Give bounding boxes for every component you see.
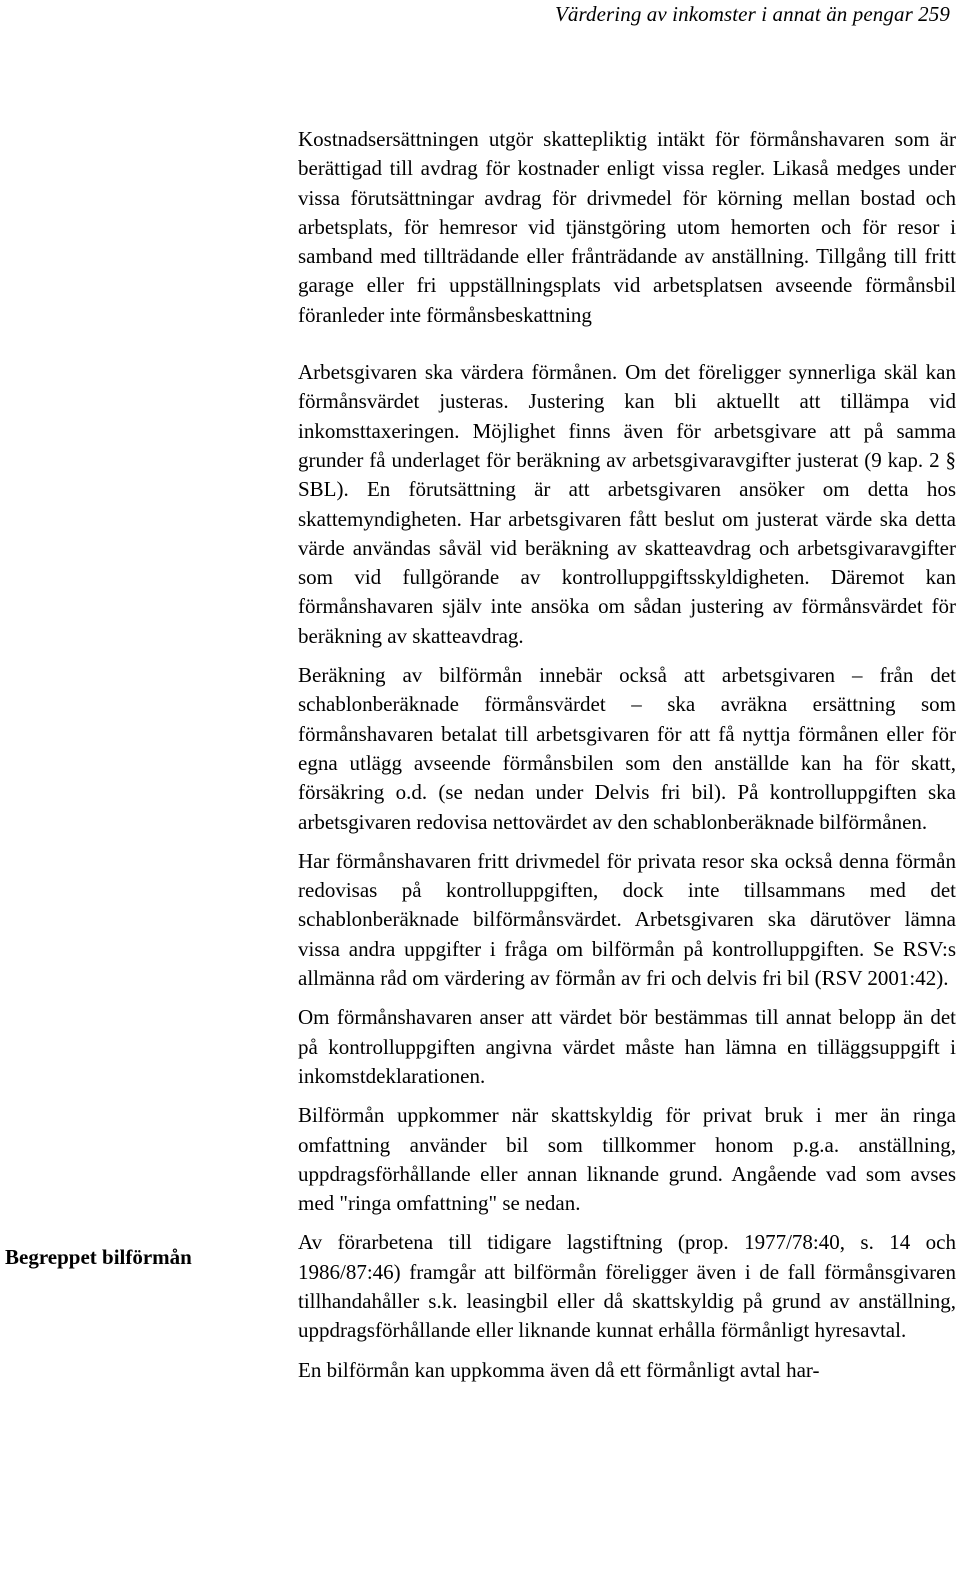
body-text xyxy=(298,125,956,1385)
paragraph-8: En bilförmån kan uppkomma även då ett förmånligt avtal har- xyxy=(298,1357,820,1382)
paragraph-7: Av förarbetena till tidigare lagstiftning (prop. 1977/78:40, s. 14 och 1986/87:46) framgår att bilförmån föreligger även i de fall förmånsgivaren tillhandahåller s.k. leasingbil eller då skattskyldig på grund av anställning, uppdragsförhållande eller liknande kunnat erhålla förmånligt hyresavtal. xyxy=(298,1230,956,1343)
paragraph-2: Arbetsgivaren ska värdera förmånen. Om det föreligger synnerliga skäl kan förmånsvärdet justeras. Justering kan bli aktuellt att tillämpa vid inkomsttaxeringen. Möjlighet finns även för arbetsgivare att på samma grunder få underlaget för beräkning av arbetsgivaravgifter justerat (9 kap. 2 § SBL). En förutsättning är att arbetsgivaren ansöker om detta hos skattemyndigheten. Har arbetsgivaren fått beslut om justerat värde ska detta värde användas såväl vid beräkning av skatteavdrag och arbetsgivaravgifter som vid fullgörande av kontrolluppgiftsskyldigheten. Däremot kan förmånshavaren själv inte ansöka om sådan justering av förmånsvärdet för beräkning av skatteavdrag. xyxy=(298,360,956,648)
paragraph-4: Har förmånshavaren fritt drivmedel för privata resor ska också denna förmån redovisas på kontrolluppgiften, dock inte tillsammans med det schablonberäknade bilförmånsvärdet. Arbetsgivaren ska därutöver lämna vissa andra uppgifter i fråga om bilförmån på kontrolluppgiften. Se RSV:s allmänna råd om värdering av förmån av fri och delvis fri bil (RSV 2001:42). xyxy=(298,848,956,991)
paragraph-5: Om förmånshavaren anser att värdet bör bestämmas till annat belopp än det på kontrolluppgiften angivna värdet måste han lämna en tilläggsuppgift i inkomstdeklarationen. xyxy=(298,1005,956,1088)
running-head: Värdering av inkomster i annat än pengar 259 xyxy=(554,2,950,26)
paragraph-6: Bilförmån uppkommer när skattskyldig för privat bruk i mer än ringa omfattning använder bil som tillkommer honom p.g.a. anställning, uppdragsförhållande eller annan liknande grund. Angående vad som avses med "ringa omfattning" se nedan. xyxy=(298,1103,956,1216)
margin-heading: Begreppet bilförmån xyxy=(5,1245,192,1269)
paragraph-3: Beräkning av bilförmån innebär också att arbetsgivaren – från det schablonberäknade förmånsvärdet – ska avräkna ersättning som förmånshavaren betalat till arbetsgivaren för att få nyttja förmånen eller för egna utlägg avseende förmånsbilen som den anställde kan ha för skatt, försäkring o.d. (se nedan under Delvis fri bil). På kontrolluppgiften ska arbetsgivaren redovisa nettovärdet av den schablonberäknade bilförmånen. xyxy=(298,663,956,834)
paragraph-1: Kostnadsersättningen utgör skattepliktig intäkt för förmånshavaren som är berättigad till avdrag för kostnader enligt vissa regler. Likaså medges under vissa förutsättningar avdrag för drivmedel för körning mellan bostad och arbetsplats, för hemresor vid tjänstgöring utom hemorten och för resor i samband med tillträdande eller frånträdande av anställning. Tillgång till fritt garage eller fri uppställningsplats vid arbetsplatsen avseende förmånsbil föranleder inte förmånsbeskattning xyxy=(298,127,956,327)
